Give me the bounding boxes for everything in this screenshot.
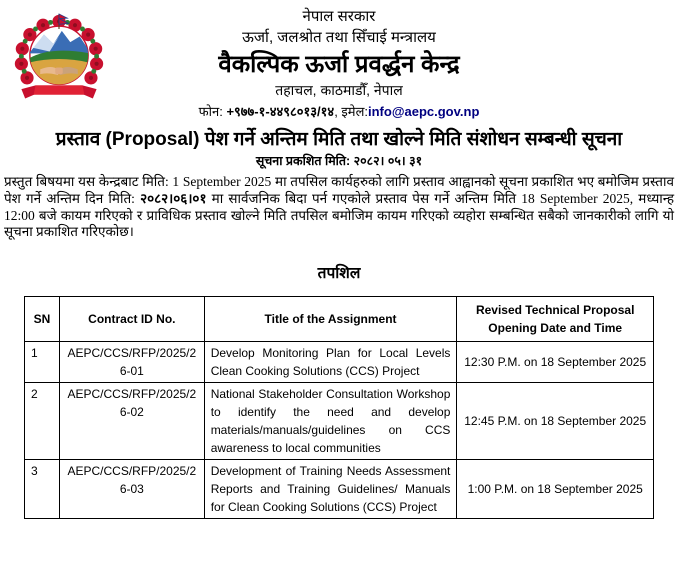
government-name: नेपाल सरकार [302,8,376,25]
table-row [25,459,654,518]
cell-opening: 1:00 P.M. on 18 September 2025 [457,459,654,518]
body-segment: प्रस्तुत बिषयमा यस केन्द्रबाट मिति: 1 September 2025 मा तपसिल कार्यहरुको लागि प्रस्ताव आह्वानको सूचना प्रकाशित भए बमोजिम प्रस्ताव पेश गर्ने अन्तिम दिन मिति: [4,174,674,206]
cell-sn: 2 [25,382,60,459]
body-segment-bold-date: २०८२।०६।०१ [140,190,207,206]
cell-title: National Stakeholder Consultation Workshop to identify the need and develop materials/manuals/guidelines on CCS awareness to local communities [204,382,457,459]
cell-sn: 1 [25,341,60,382]
email-address: info@aepc.gov.np [368,103,480,119]
col-header-opening: Revised Technical Proposal Opening Date and Time [457,296,654,341]
body-segment: मा सार्वजनिक बिदा पर्न गएकोले प्रस्ताव पेस गर्ने अन्तिम मिति 18 September 2025, मध्यान्ह 12:00 बजे कायम गरिएको र प्राविधिक प्रस्ताव खोल्ने मिति तपसिल बमोजिम कायम गरिएको व्यहोरा सम्बन्धित सबैको जानकारीको लागि यो सूचना प्रकाशित गरिएकोछ। [4,190,674,240]
organization-name: वैकल्पिक ऊर्जा प्रवर्द्धन केन्द्र [218,50,460,78]
cell-contract-id: AEPC/CCS/RFP/2025/26-03 [59,459,204,518]
phone-number: +९७७-१-४४९८०१३/१४ [226,103,335,119]
notice-body [4,174,674,240]
assignment-schedule-table [24,296,654,519]
phone-label: फोन: [198,103,227,119]
cell-contract-id: AEPC/CCS/RFP/2025/26-02 [59,382,204,459]
col-header-title: Title of the Assignment [204,296,457,341]
cell-opening: 12:30 P.M. on 18 September 2025 [457,341,654,382]
cell-sn: 3 [25,459,60,518]
email-label: , इमेल: [334,103,368,119]
notice-title: प्रस्ताव (Proposal) पेश गर्ने अन्तिम मिति तथा खोल्ने मिति संशोधन सम्बन्धी सूचना [55,128,623,150]
col-header-sn: SN [25,296,60,341]
organization-address: तहाचल, काठमाडौँ, नेपाल [275,82,403,99]
cell-opening: 12:45 P.M. on 18 September 2025 [457,382,654,459]
details-heading: तपशिल [317,264,361,282]
table-row [25,382,654,459]
banner-ribbon [21,85,96,98]
published-date: सूचना प्रकशित मिति: २०८२। ०५। ३१ [255,154,423,169]
ministry-name: ऊर्जा, जलश्रोत तथा सिँचाई मन्त्रालय [242,28,436,46]
cell-title: Development of Training Needs Assessment Reports and Training Guidelines/ Manuals for Clean Cooking Solutions (CCS) Project [204,459,457,518]
cell-title: Develop Monitoring Plan for Local Levels Clean Cooking Solutions (CCS) Project [204,341,457,382]
table-header-row [25,296,654,341]
cell-contract-id: AEPC/CCS/RFP/2025/26-01 [59,341,204,382]
col-header-contract-id: Contract ID No. [59,296,204,341]
nepal-government-emblem-icon [12,10,106,110]
table-row [25,341,654,382]
